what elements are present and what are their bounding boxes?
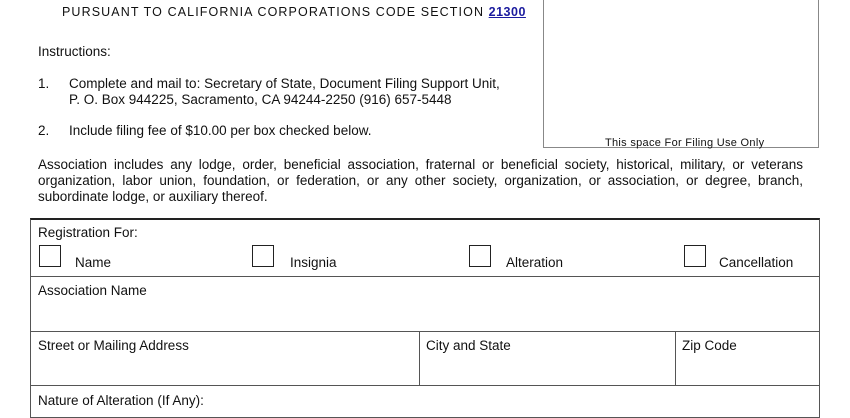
insignia-checkbox[interactable]: [252, 245, 274, 267]
header-title-text: PURSUANT TO CALIFORNIA CORPORATIONS CODE SECTION: [62, 5, 485, 19]
alteration-checkbox-label: Alteration: [506, 255, 564, 270]
filing-use-box: [543, 0, 819, 148]
association-name-label: Association Name: [38, 283, 147, 298]
city-state-field[interactable]: [421, 355, 674, 384]
instruction-1-number: 1.: [38, 76, 50, 91]
form-header-title: [62, 4, 526, 20]
zip-code-label: Zip Code: [682, 338, 737, 353]
row-divider-2: [30, 331, 820, 332]
insignia-checkbox-label: Insignia: [290, 255, 337, 270]
zip-code-field[interactable]: [677, 355, 819, 384]
cancellation-checkbox[interactable]: [684, 245, 706, 267]
filing-use-label: This space For Filing Use Only: [605, 137, 765, 149]
section-21300-link[interactable]: 21300: [488, 5, 526, 19]
column-divider-zip: [675, 331, 676, 385]
instruction-2-number: 2.: [38, 123, 50, 138]
instructions-heading: Instructions:: [38, 44, 111, 59]
street-address-label: Street or Mailing Address: [38, 338, 189, 353]
name-checkbox[interactable]: [39, 245, 61, 267]
row-divider-1: [30, 276, 820, 277]
name-checkbox-label: Name: [75, 255, 112, 270]
association-name-field[interactable]: [31, 300, 819, 330]
city-state-label: City and State: [426, 338, 511, 353]
instruction-1-line2: P. O. Box 944225, Sacramento, CA 94244-2250 (916) 657-5448: [69, 92, 452, 107]
cancellation-checkbox-label: Cancellation: [719, 255, 794, 270]
instruction-1-line1: Complete and mail to: Secretary of State, Document Filing Support Unit,: [69, 76, 500, 91]
alteration-checkbox[interactable]: [469, 245, 491, 267]
association-definition: Association includes any lodge, order, beneficial association, fraternal or beneficial society, historical, military, or veterans organization, labor union, foundation, or federation, or any other society, organization, or association, or degree, branch, subordinate lodge, or auxiliary thereof.: [38, 157, 803, 204]
instruction-2-line1: Include filing fee of $10.00 per box checked below.: [69, 123, 372, 138]
nature-alteration-label: Nature of Alteration (If Any):: [38, 393, 204, 408]
street-address-field[interactable]: [31, 355, 418, 384]
registration-heading: Registration For:: [38, 225, 138, 240]
column-divider-city: [419, 331, 420, 385]
row-divider-3: [30, 385, 820, 386]
